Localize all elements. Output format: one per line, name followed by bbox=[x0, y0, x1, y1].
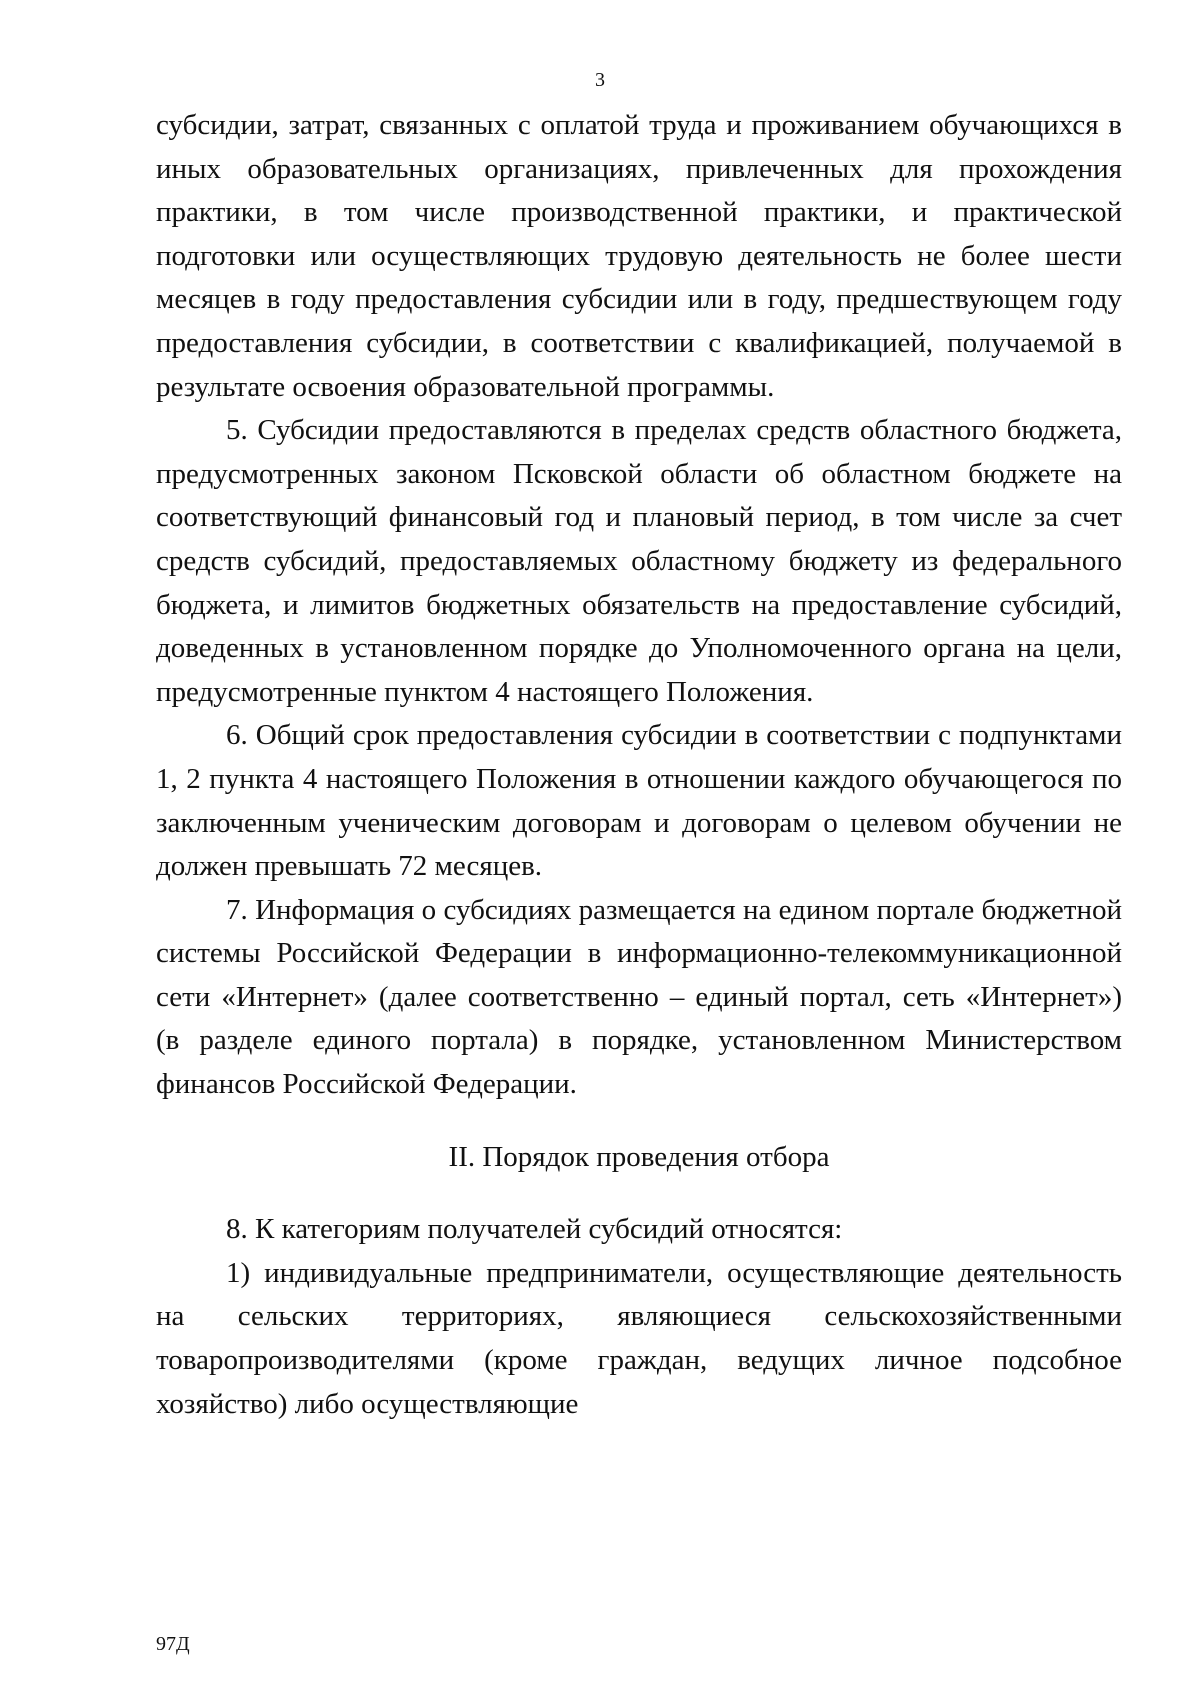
paragraph-subitem-1: 1) индивидуальные предприниматели, осуществляющие деятельность на сельских территориях, являющиеся сельскохозяйственными товаропроизводителями (кроме граждан, ведущих личное подсобное хозяйство) либо осуществляющие bbox=[156, 1256, 1122, 1420]
paragraph-item-6: 6. Общий срок предоставления субсидии в соответствии с подпунктами 1, 2 пункта 4 настоящего Положения в отношении каждого обучающегося по заключенным ученическим договорам и договорам о целевом обучении не должен превышать 72 месяцев. bbox=[156, 719, 1122, 883]
section-heading: II. Порядок проведения отбора bbox=[448, 1140, 830, 1173]
document-code: 97Д bbox=[156, 1633, 190, 1655]
document-body bbox=[156, 104, 1122, 1426]
page-number: 3 bbox=[595, 69, 605, 91]
paragraph-item-8: 8. К категориям получателей субсидий относятся: bbox=[226, 1213, 843, 1246]
paragraph-item-7: 7. Информация о субсидиях размещается на едином портале бюджетной системы Российской Федерации в информационно-телекоммуникационной сети «Интернет» (далее соответственно – единый портал, сеть «Интернет») (в разделе единого портала) в порядке, установленном Министерством финансов Российской Федерации. bbox=[156, 893, 1122, 1101]
paragraph-item-5: 5. Субсидии предоставляются в пределах средств областного бюджета, предусмотренных законом Псковской области об областном бюджете на соответствующий финансовый год и плановый период, в том числе за счет средств субсидий, предоставляемых областному бюджету из федерального бюджета, и лимитов бюджетных обязательств на предоставление субсидий, доведенных в установленном порядке до Уполномоченного органа на цели, предусмотренные пунктом 4 настоящего Положения. bbox=[156, 414, 1122, 708]
paragraph-continuation: субсидии, затрат, связанных с оплатой труда и проживанием обучающихся в иных образовательных организациях, привлеченных для прохождения практики, в том числе производственной практики, и практической подготовки или осуществляющих трудовую деятельность не более шести месяцев в году предоставления субсидии или в году, предшествующем году предоставления субсидии, в соответствии с квалификацией, получаемой в результате освоения образовательной программы. bbox=[156, 109, 1122, 403]
